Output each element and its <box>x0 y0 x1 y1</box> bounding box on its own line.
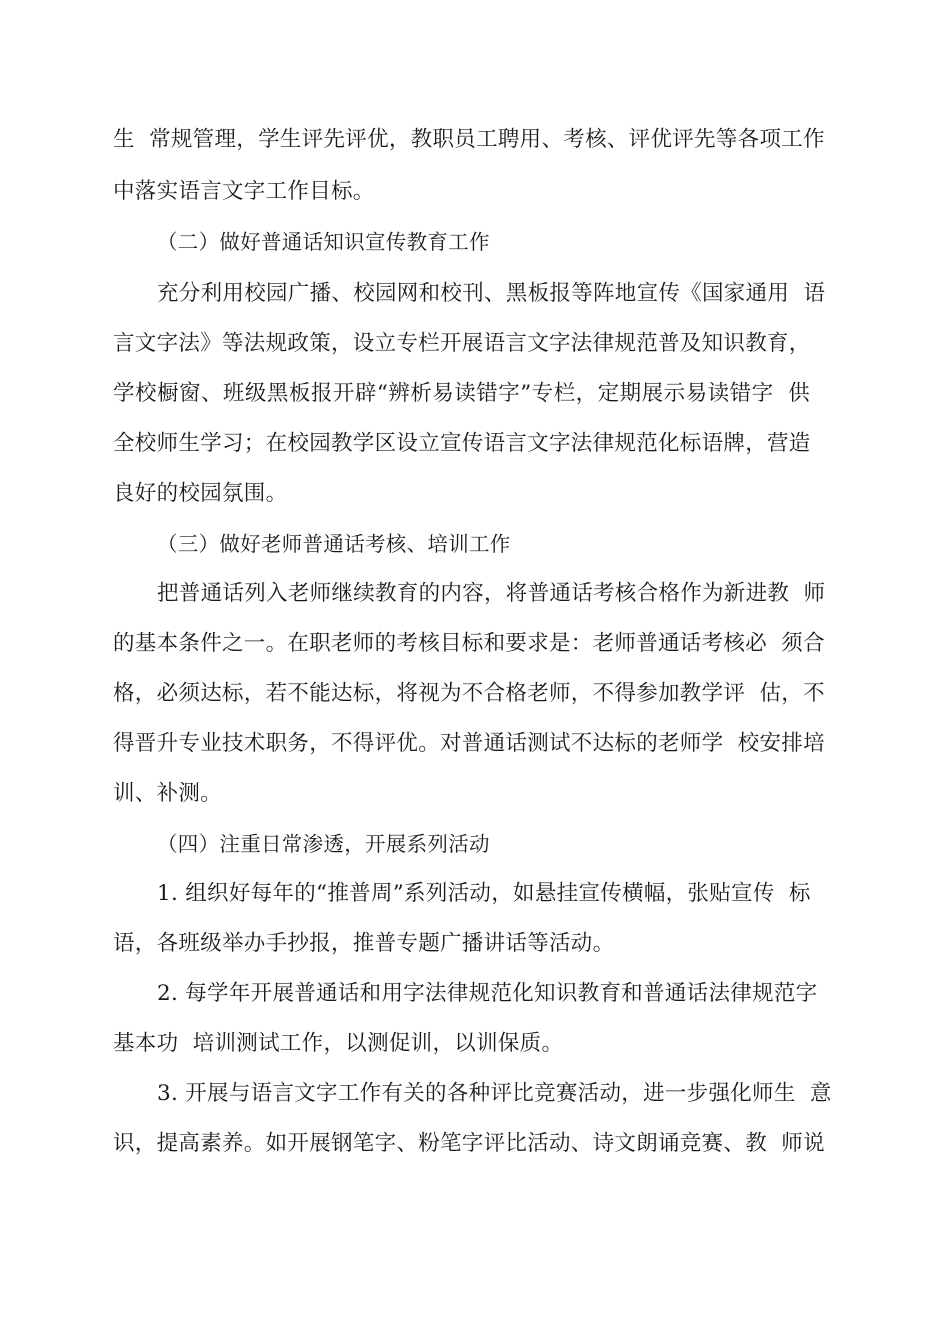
paragraph-line: 全校师生学习；在校园教学区设立宣传语言文字法律规范化标语牌，营造 <box>113 431 811 456</box>
paragraph-line: 得晋升专业技术职务，不得评优。对普通话测试不达标的老师学 校安排培 <box>113 731 825 756</box>
paragraph-line: 2. 每学年开展普通话和用字法律规范化知识教育和普通话法律规范字 <box>157 981 818 1006</box>
paragraph-line: 学校橱窗、班级黑板报开辟“辨析易读错字”专栏，定期展示易读错字 供 <box>113 381 810 406</box>
paragraph-line: 充分利用校园广播、校园网和校刊、黑板报等阵地宣传《国家通用 语 <box>157 281 826 306</box>
paragraph-line: 训、补测。 <box>113 781 223 806</box>
paragraph-line: 良好的校园氛围。 <box>113 481 288 506</box>
section-heading: （四）注重日常渗透，开展系列活动 <box>157 832 490 856</box>
paragraph-line: 语，各班级举办手抄报，推普专题广播讲话等活动。 <box>113 931 615 956</box>
paragraph-line: 3. 开展与语言文字工作有关的各种评比竞赛活动，进一步强化师生 意 <box>157 1081 832 1106</box>
paragraph-line: 生 常规管理，学生评先评优，教职员工聘用、考核、评优评先等各项工作 <box>113 127 825 152</box>
section-heading: （三）做好老师普通话考核、培训工作 <box>157 532 511 556</box>
paragraph-line: 把普通话列入老师继续教育的内容，将普通话考核合格作为新进教 师 <box>157 581 826 606</box>
section-heading: （二）做好普通话知识宣传教育工作 <box>157 230 490 254</box>
paragraph-line: 中落实语言文字工作目标。 <box>113 179 375 204</box>
paragraph-line: 识，提高素养。如开展钢笔字、粉笔字评比活动、诗文朗诵竞赛、教 师说 <box>113 1131 825 1156</box>
paragraph-line: 基本功 培训测试工作，以测促训，以训保质。 <box>113 1031 564 1056</box>
paragraph-line: 格，必须达标，若不能达标，将视为不合格老师，不得参加教学评 估，不 <box>113 681 825 706</box>
paragraph-line: 1. 组织好每年的“推普周”系列活动，如悬挂宣传横幅，张贴宣传 标 <box>157 881 811 906</box>
paragraph-line: 的基本条件之一。在职老师的考核目标和要求是：老师普通话考核必 须合 <box>113 631 825 656</box>
paragraph-line: 言文字法》等法规政策，设立专栏开展语言文字法律规范普及知识教育， <box>113 331 811 356</box>
